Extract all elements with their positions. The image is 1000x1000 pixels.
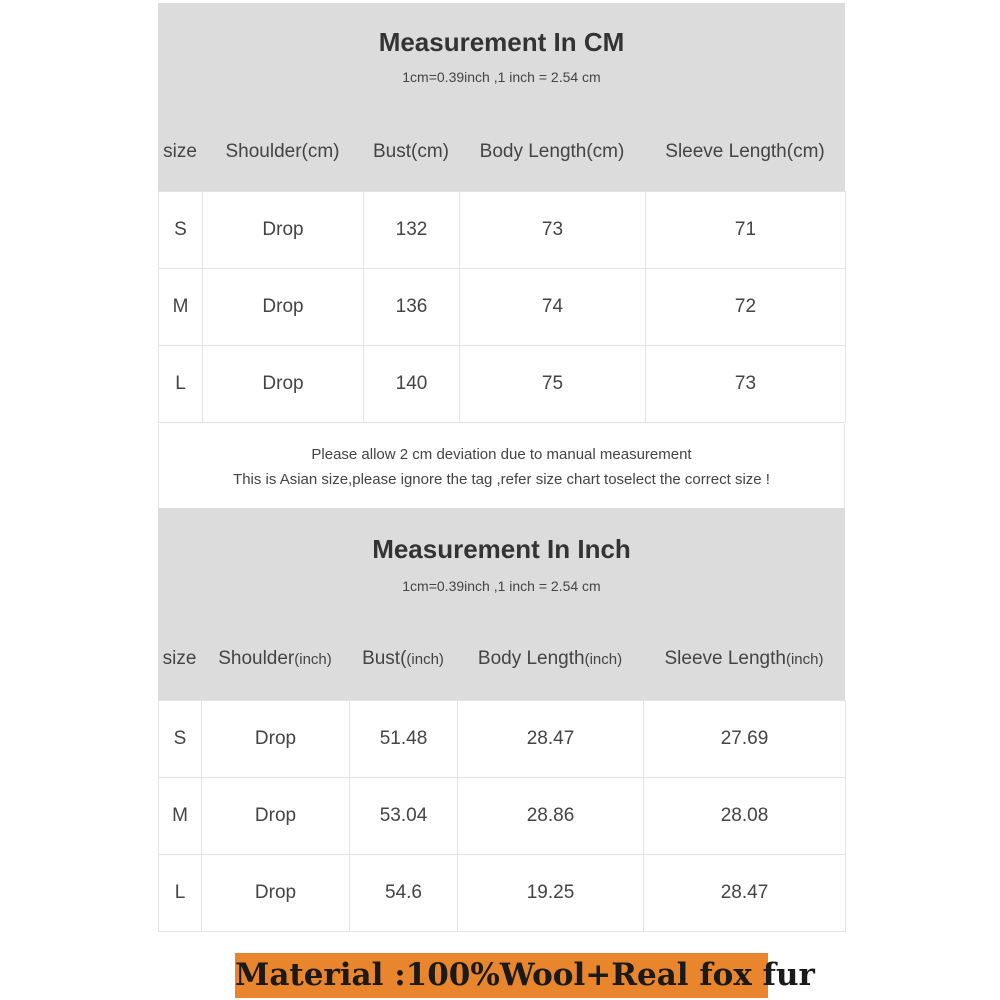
- size-cell: S: [159, 192, 203, 269]
- col-header-bust-unit: (inch): [406, 651, 444, 668]
- inch-column-headers: [158, 644, 845, 674]
- table-row: [159, 192, 846, 269]
- bust-cell: 136: [364, 269, 460, 346]
- body-length-cell: 28.86: [458, 778, 644, 855]
- shoulder-cell: Drop: [202, 701, 350, 778]
- col-header-bust-label: Bust(: [362, 648, 407, 669]
- shoulder-cell: Drop: [202, 778, 350, 855]
- table-row: [159, 778, 846, 855]
- cm-size-table: [158, 191, 846, 423]
- sleeve-length-cell: 28.08: [644, 778, 846, 855]
- cm-size-chart: [158, 3, 845, 423]
- col-header-sleeve-length: Sleeve Length(cm): [665, 141, 825, 162]
- sleeve-length-cell: 71: [646, 192, 846, 269]
- asian-size-note: This is Asian size,please ignore the tag ,refer size chart toselect the correct size !: [233, 471, 770, 488]
- table-row: [159, 855, 846, 932]
- shoulder-cell: Drop: [202, 855, 350, 932]
- inch-chart-title: Measurement In Inch: [372, 534, 631, 564]
- bust-cell: 54.6: [350, 855, 458, 932]
- body-length-cell: 73: [460, 192, 646, 269]
- bust-cell: 132: [364, 192, 460, 269]
- inch-chart-header: [158, 508, 845, 700]
- shoulder-cell: Drop: [203, 346, 364, 423]
- size-cell: L: [159, 346, 203, 423]
- col-header-body-length: Body Length(cm): [479, 141, 625, 162]
- col-header-shoulder-label: Shoulder: [218, 648, 295, 669]
- bust-cell: 140: [364, 346, 460, 423]
- col-header-shoulder: [201, 644, 349, 674]
- col-header-shoulder-unit: (inch): [294, 651, 332, 668]
- inch-size-chart: [158, 508, 845, 932]
- table-row: [159, 701, 846, 778]
- table-row: [159, 269, 846, 346]
- size-cell: M: [159, 269, 203, 346]
- cm-chart-header: [158, 3, 845, 191]
- cm-conversion-note: 1cm=0.39inch ,1 inch = 2.54 cm: [402, 69, 601, 85]
- sleeve-length-cell: 27.69: [644, 701, 846, 778]
- bust-cell: 51.48: [350, 701, 458, 778]
- col-header-size: size: [163, 141, 197, 162]
- col-header-body-length-label: Body Length: [477, 648, 585, 669]
- inch-conversion-note: 1cm=0.39inch ,1 inch = 2.54 cm: [402, 578, 601, 594]
- table-row: [159, 346, 846, 423]
- sleeve-length-cell: 28.47: [644, 855, 846, 932]
- size-cell: M: [159, 778, 202, 855]
- col-header-sleeve-length: [643, 644, 845, 674]
- material-banner: Material :100%Wool+Real fox fur: [235, 953, 768, 998]
- col-header-body-length-unit: (inch): [584, 651, 623, 668]
- size-cell: L: [159, 855, 202, 932]
- shoulder-cell: Drop: [203, 192, 364, 269]
- body-length-cell: 75: [460, 346, 646, 423]
- body-length-cell: 19.25: [458, 855, 644, 932]
- col-header-bust: [349, 644, 457, 674]
- size-cell: S: [159, 701, 202, 778]
- cm-column-headers: [158, 137, 845, 167]
- col-header-size: size: [162, 648, 197, 669]
- sleeve-length-cell: 72: [646, 269, 846, 346]
- body-length-cell: 28.47: [458, 701, 644, 778]
- col-header-bust: Bust(cm): [373, 141, 449, 162]
- inch-size-table: [158, 700, 846, 932]
- col-header-sleeve-length-unit: (inch): [785, 651, 824, 668]
- body-length-cell: 74: [460, 269, 646, 346]
- measurement-notes: [158, 424, 845, 508]
- col-header-shoulder: Shoulder(cm): [225, 141, 340, 162]
- shoulder-cell: Drop: [203, 269, 364, 346]
- sleeve-length-cell: 73: [646, 346, 846, 423]
- bust-cell: 53.04: [350, 778, 458, 855]
- cm-chart-title: Measurement In CM: [378, 27, 625, 57]
- col-header-body-length: [457, 644, 643, 674]
- deviation-note: Please allow 2 cm deviation due to manual measurement: [311, 446, 692, 463]
- col-header-sleeve-length-label: Sleeve Length: [664, 648, 786, 669]
